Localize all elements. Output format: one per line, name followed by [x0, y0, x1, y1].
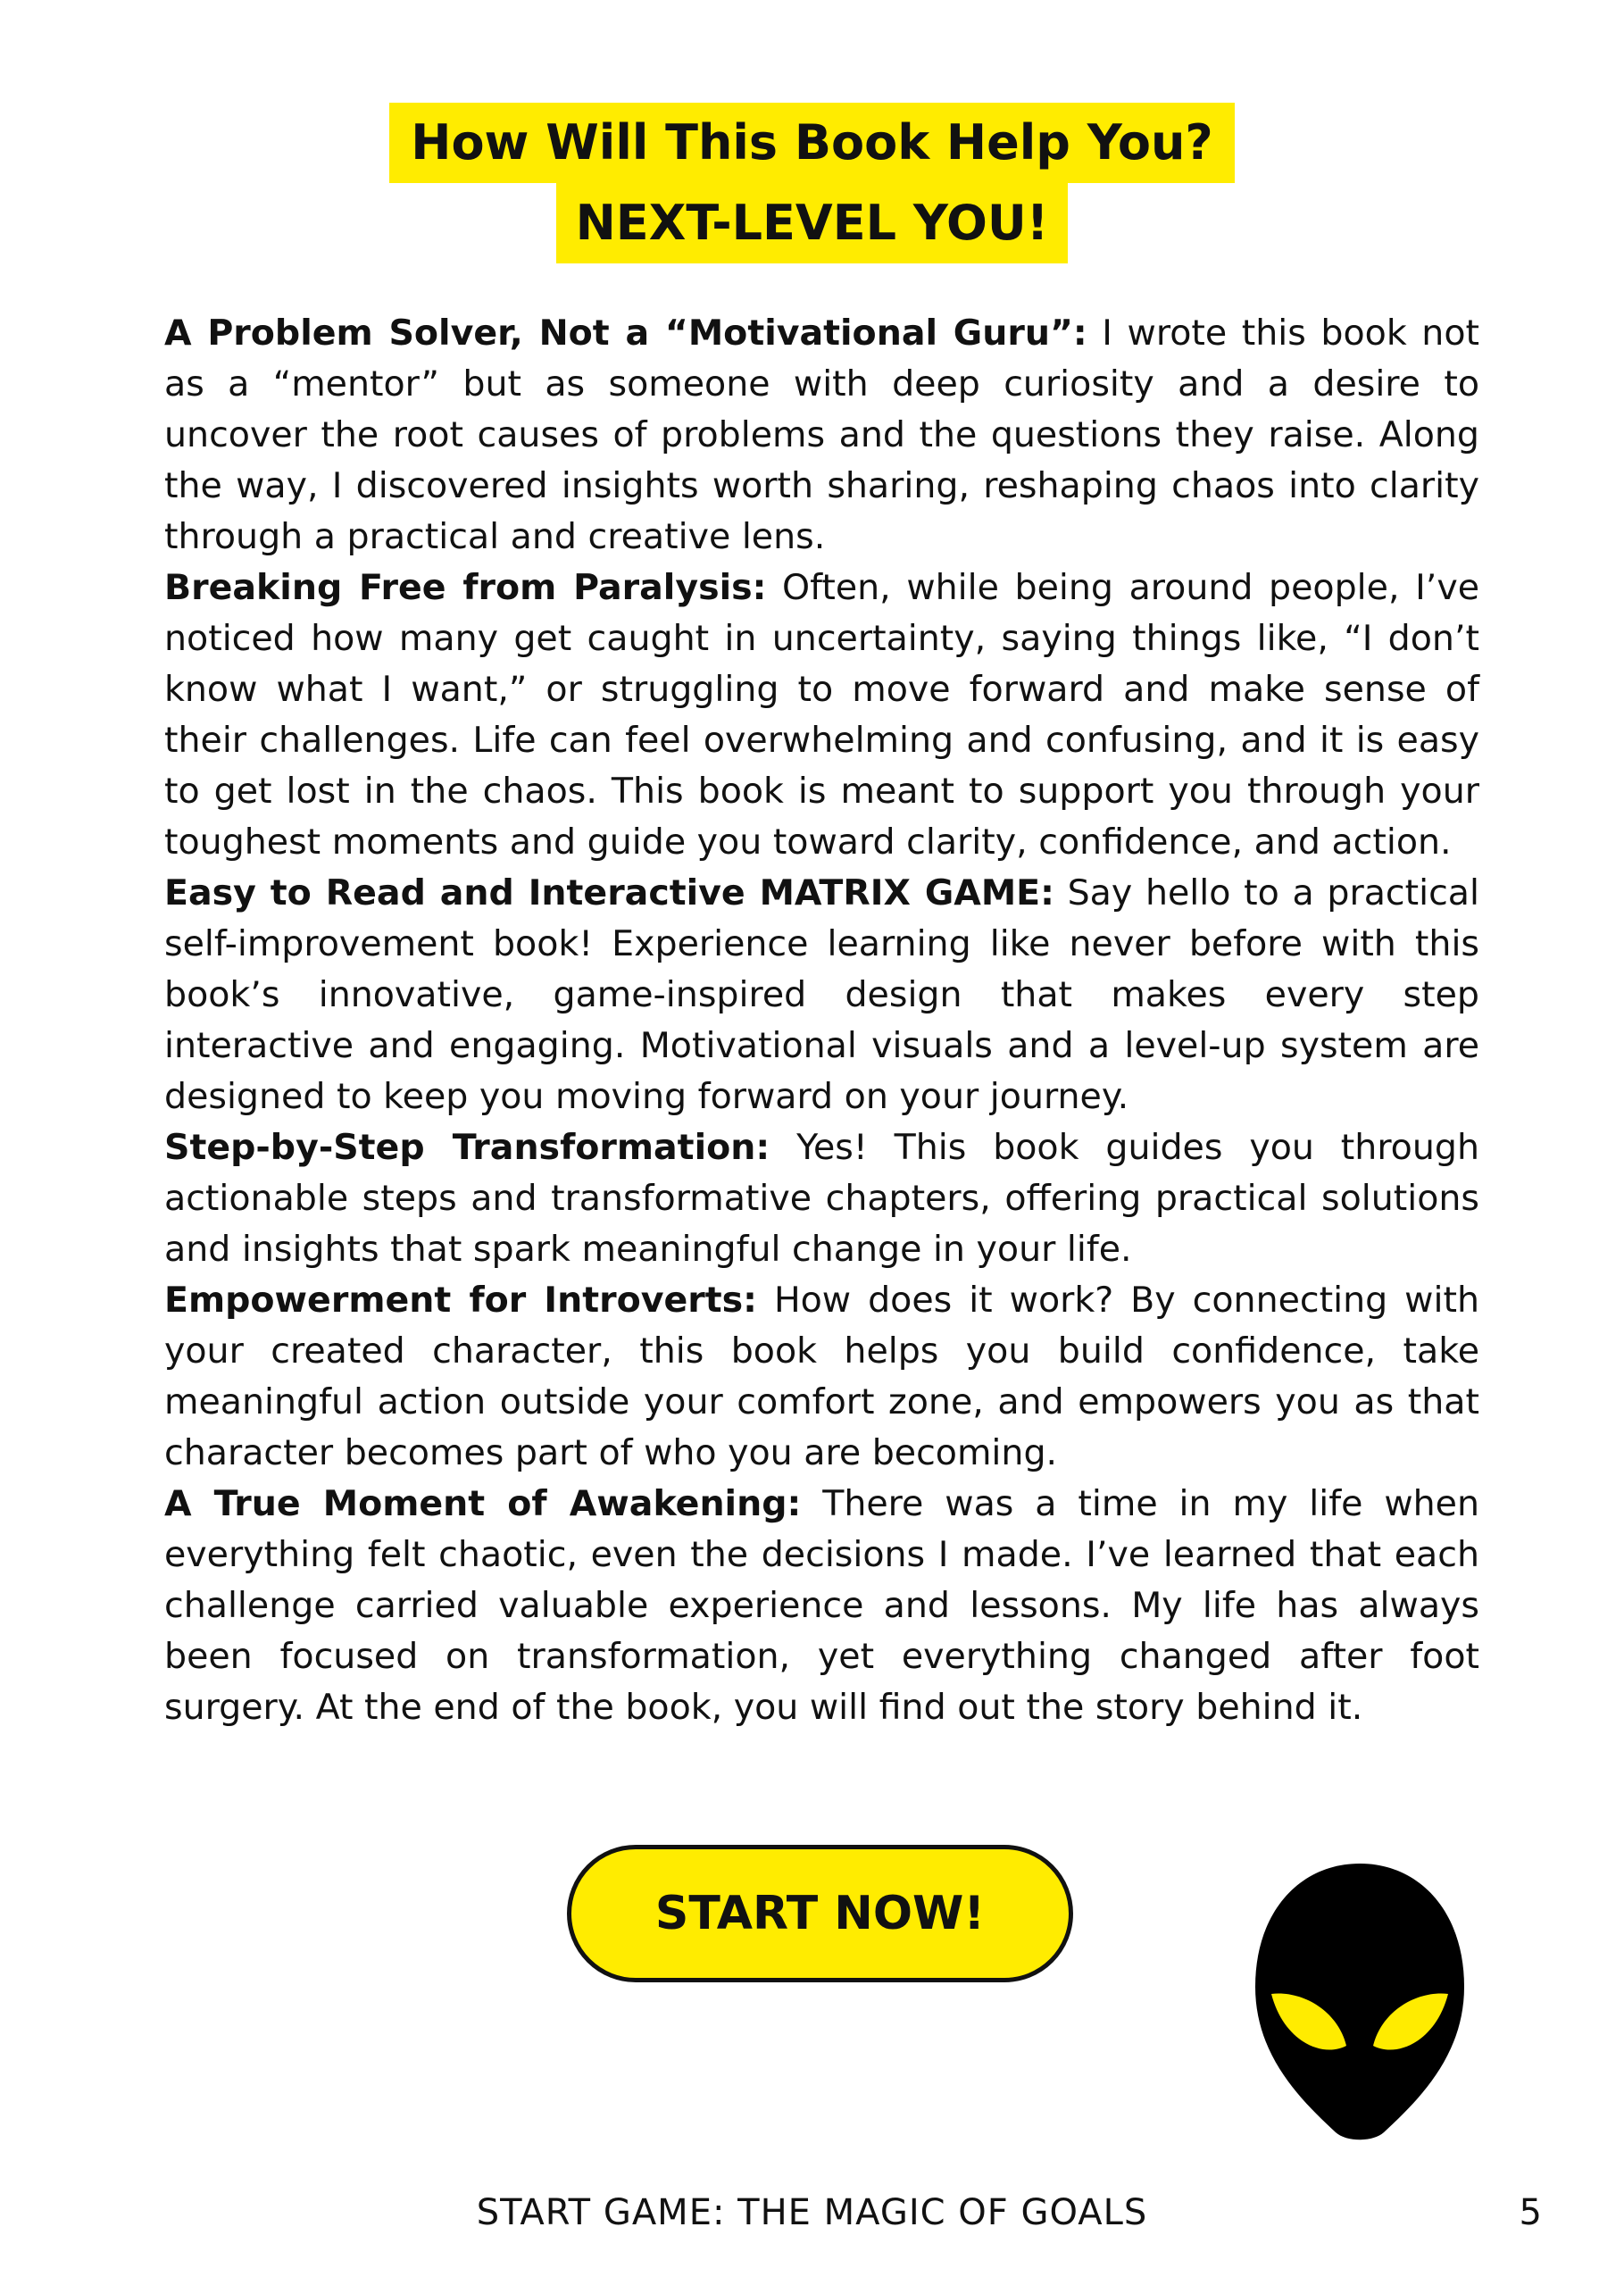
alien-head-icon — [1248, 1860, 1471, 2148]
footer-book-title: START GAME: THE MAGIC OF GOALS — [476, 2192, 1148, 2233]
page-number: 5 — [1519, 2192, 1542, 2233]
paragraph-body: Yes! This book guides you through actionable steps and transformative chapters, offering practical solutions and insights that spark meaningful change in your life. — [164, 1127, 1479, 1270]
paragraph-lead: Breaking Free from Paralysis: — [164, 567, 767, 608]
paragraph-body: I wrote this book not as a “mentor” but as someone with deep curiosity and a desire to uncover the root causes of problems and the questions they raise. Along the way, I discovered insights worth sharing, reshaping chaos into clarity through a practical and creative lens. — [164, 313, 1479, 557]
paragraph-body: Often, while being around people, I’ve noticed how many get caught in uncertainty, saying things like, “I don’t know what I want,” or struggling to move forward and make sense of their challenges. Life can feel overwhelming and confusing, and it is easy to get lost in the chaos. This book is meant to support you through your toughest moments and guide you toward clarity, confidence, and action. — [164, 567, 1479, 863]
paragraph-lead: Step-by-Step Transformation: — [164, 1127, 770, 1168]
title-line-1: How Will This Book Help You? — [389, 103, 1234, 183]
paragraph-transformation — [164, 1122, 1479, 1275]
paragraph-lead: A True Moment of Awakening: — [164, 1483, 802, 1524]
paragraph-lead: Easy to Read and Interactive MATRIX GAME: — [164, 872, 1054, 913]
paragraph-introverts — [164, 1275, 1479, 1479]
paragraph-body: How does it work? By connecting with your created character, this book helps you build confidence, take meaningful action outside your comfort zone, and empowers you as that character becomes part of who you are becoming. — [164, 1280, 1479, 1473]
title-line-2: NEXT-LEVEL YOU! — [556, 183, 1069, 263]
start-now-label: START NOW! — [654, 1887, 986, 1940]
paragraph-body: Say hello to a practical self-improvement book! Experience learning like never before with this book’s innovative, game-inspired design that makes every step interactive and engaging. Motivational visuals and a level-up system are designed to keep you moving forward on your journey. — [164, 872, 1479, 1117]
paragraph-awakening — [164, 1479, 1479, 1733]
page-title — [0, 103, 1624, 263]
paragraph-body: There was a time in my life when everything felt chaotic, even the decisions I made. I’ve learned that each challenge carried valuable experience and lessons. My life has always been focused on transformation, yet everything changed after foot surgery. At the end of the book, you will find out the story behind it. — [164, 1483, 1479, 1728]
paragraph-matrix-game — [164, 868, 1479, 1122]
start-now-button[interactable] — [567, 1845, 1073, 1982]
paragraph-breaking-free — [164, 563, 1479, 868]
paragraph-lead: Empowerment for Introverts: — [164, 1280, 757, 1321]
paragraph-lead: A Problem Solver, Not a “Motivational Guru”: — [164, 313, 1087, 354]
paragraph-problem-solver — [164, 308, 1479, 563]
body-text — [164, 308, 1479, 1733]
